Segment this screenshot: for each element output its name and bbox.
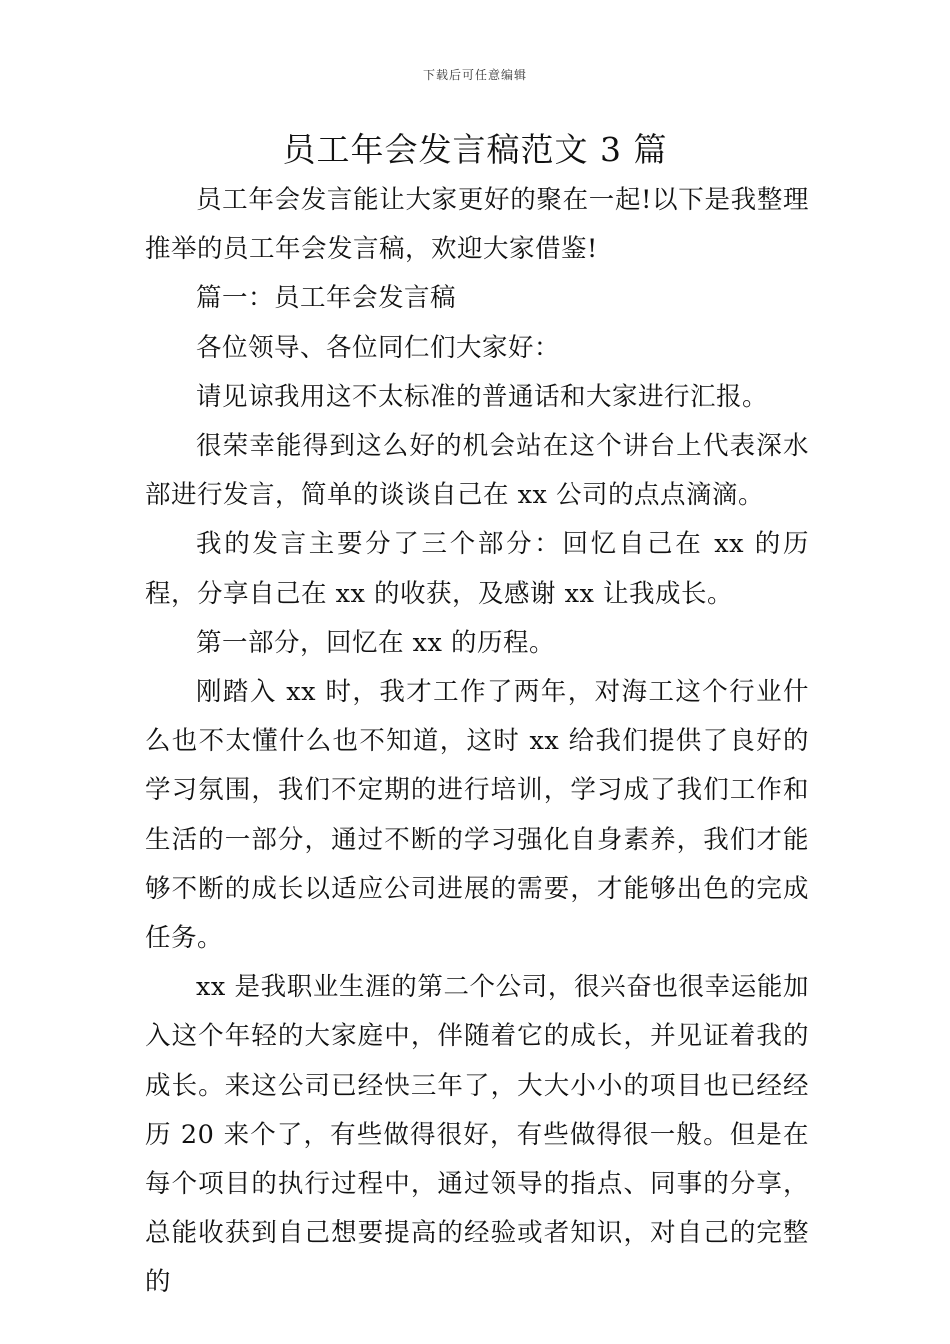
paragraph-greeting: 各位领导、各位同仁们大家好： [196,332,561,363]
page-header-note: 下载后可任意编辑 [422,68,527,82]
document-title: 员工年会发言稿范文 3 篇 [282,130,668,169]
paragraph-section-heading: 篇一：员工年会发言稿 [196,283,457,314]
paragraph-intro: 员工年会发言能让大家更好的聚在一起!以下是我整理推举的员工年会发言稿，欢迎大家借鉴! [145,185,809,265]
document-body [145,176,809,1308]
paragraph-career: xx 是我职业生涯的第二个公司，很兴奋也很幸运能加入这个年轻的大家庭中，伴随着它的成长，并见证着我的成长。来这公司已经快三年了，大大小小的项目也已经经历 20 来个了，有些做得很好，有些做得很一般。但是在每个项目的执行过程中，通过领导的指点、同事的分享，总能收获到自己想要提高的经验或者知识，对自己的完整的 [145,972,809,1298]
paragraph-honor: 很荣幸能得到这么好的机会站在这个讲台上代表深水部进行发言，简单的谈谈自己在 xx 公司的点点滴滴。 [145,431,809,511]
paragraph-part-one-heading: 第一部分，回忆在 xx 的历程。 [196,627,555,658]
paragraph-early-days: 刚踏入 xx 时，我才工作了两年，对海工这个行业什么也不太懂什么也不知道，这时 xx 给我们提供了良好的学习氛围，我们不定期的进行培训，学习成了我们工作和生活的一部分，通过不断的学习强化自身素养，我们才能够不断的成长以适应公司进展的需要，才能够出色的完成任务。 [145,677,809,954]
paragraph-apology: 请见谅我用这不太标准的普通话和大家进行汇报。 [196,381,769,412]
paragraph-outline: 我的发言主要分了三个部分：回忆自己在 xx 的历程，分享自己在 xx 的收获，及感谢 xx 让我成长。 [145,529,809,609]
